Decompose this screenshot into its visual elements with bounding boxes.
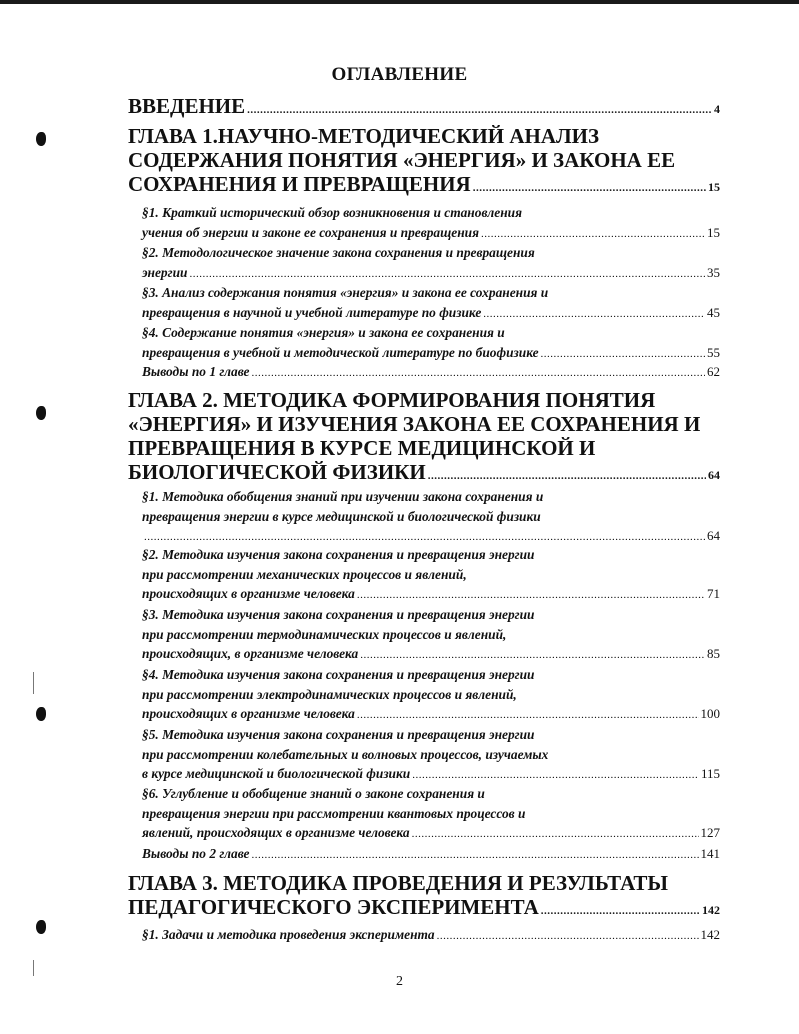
chapter-title-line: СОДЕРЖАНИЯ ПОНЯТИЯ «ЭНЕРГИЯ» И ЗАКОНА ЕЕ	[128, 148, 676, 172]
toc-chapter-2	[128, 388, 720, 488]
page-ref: 127	[700, 825, 720, 841]
toc-section-2-2: §2. Методика изучения закона сохранения и превращения энергии при рассмотрении механических процессов и явлений, происходящих в организме человека ..... 71	[142, 545, 720, 606]
toc-section-1-3: §3. Анализ содержания понятия «энергия» и закона ее сохранения и превращения в научной и учебной литературе по физике ..... 45	[142, 283, 720, 324]
entry-text: ВВЕДЕНИЕ	[128, 94, 246, 118]
toc-section-1-2: §2. Методологическое значение закона сохранения и превращения энергии ..... 35	[142, 243, 720, 284]
dot-leader	[357, 586, 705, 606]
chapter-title-line: ПРЕВРАЩЕНИЯ В КУРСЕ МЕДИЦИНСКОЙ И	[128, 436, 596, 460]
dot-leader	[481, 225, 705, 245]
page-ref: 15	[708, 180, 720, 194]
toc-section-1-1: §1. Краткий исторический обзор возникновения и становления учения об энергии и законе ее сохранения и превращения ..... 15	[142, 203, 720, 244]
chapter-title-line: ПЕДАГОГИЧЕСКОГО ЭКСПЕРИМЕНТА ..... 142	[128, 895, 720, 923]
chapter-title-line: ГЛАВА 2. МЕТОДИКА ФОРМИРОВАНИЯ ПОНЯТИЯ	[128, 388, 656, 412]
page-ref: 142	[702, 903, 720, 917]
binding-hole-mark	[36, 406, 46, 420]
toc-chapter-1	[128, 124, 720, 200]
dot-leader	[247, 98, 712, 122]
toc-entry-intro	[128, 94, 720, 122]
page-ref: 115	[700, 766, 720, 782]
toc-section-3-1: §1. Задачи и методика проведения эксперимента ..... 142	[142, 925, 720, 947]
toc-chapter-3	[128, 871, 720, 923]
page-ref: 100	[700, 706, 720, 722]
chapter-title-line: СОХРАНЕНИЯ И ПРЕВРАЩЕНИЯ ..... 15	[128, 172, 720, 200]
page-ref: 141	[700, 846, 720, 861]
chapter-title-line: ГЛАВА 3. МЕТОДИКА ПРОВЕДЕНИЯ И РЕЗУЛЬТАТЫ	[128, 871, 669, 895]
dot-leader	[412, 766, 699, 786]
binding-hole-mark	[36, 920, 46, 934]
toc-conclusion-2: Выводы по 2 главе ..... 141	[142, 844, 720, 866]
toc-section-2-3: §3. Методика изучения закона сохранения и превращения энергии при рассмотрении термодинамических процессов и явлений, происходящих, в организме человека ..... 85	[142, 605, 720, 666]
toc-conclusion-1: Выводы по 1 главе ..... 62	[142, 362, 720, 384]
page-ref: 4	[714, 102, 720, 116]
chapter-title-line: ГЛАВА 1.НАУЧНО-МЕТОДИЧЕСКИЙ АНАЛИЗ	[128, 124, 600, 148]
page-ref: 35	[707, 264, 720, 280]
page-ref: 85	[707, 646, 720, 662]
toc-section-2-5: §5. Методика изучения закона сохранения и превращения энергии при рассмотрении колебательных и волновых процессов, изучаемых в курсе медицинской и биологической физики ..... 115	[142, 725, 720, 786]
scan-edge-mark	[33, 672, 34, 694]
toc-section-2-1: §1. Методика обобщения знаний при изучении закона сохранения и превращения энергии в курсе медицинской и биологической физики ..... 64	[142, 487, 720, 548]
page-ref: 55	[707, 344, 720, 360]
dot-leader	[189, 265, 705, 285]
binding-hole-mark	[36, 707, 46, 721]
chapter-title-line: БИОЛОГИЧЕСКОЙ ФИЗИКИ ..... 64	[128, 460, 720, 488]
dot-leader	[541, 899, 700, 923]
dot-leader	[473, 176, 706, 200]
dot-leader	[437, 927, 699, 947]
page-ref: 64	[707, 528, 720, 544]
page-ref: 142	[700, 927, 720, 942]
toc-section-2-4: §4. Методика изучения закона сохранения и превращения энергии при рассмотрении электродинамических процессов и явлений, происходящих в организме человека ..... 100	[142, 665, 720, 726]
dot-leader	[428, 464, 706, 488]
page-ref: 71	[707, 586, 720, 602]
chapter-title-line: «ЭНЕРГИЯ» И ИЗУЧЕНИЯ ЗАКОНА ЕЕ СОХРАНЕНИЯ И	[128, 412, 701, 436]
page-ref: 15	[707, 224, 720, 240]
dot-leader	[251, 846, 698, 866]
page-ref: 62	[707, 364, 720, 379]
toc-section-2-6: §6. Углубление и обобщение знаний о законе сохранения и превращения энергии при рассмотрении квантовых процессов и явлений, происходящих в организме человека ..... 127	[142, 784, 720, 845]
dot-leader	[360, 646, 705, 666]
dot-leader	[412, 825, 699, 845]
page-number: 2	[396, 974, 403, 989]
toc-title: ОГЛАВЛЕНИЕ	[331, 64, 468, 85]
dot-leader	[483, 305, 705, 325]
page-ref: 64	[708, 468, 720, 482]
dot-leader	[357, 706, 699, 726]
page-top-rule	[0, 0, 799, 4]
page-ref: 45	[707, 304, 720, 320]
toc-section-1-4: §4. Содержание понятия «энергия» и закона ее сохранения и превращения в учебной и методической литературе по биофизике ..... 55	[142, 323, 720, 364]
binding-hole-mark	[36, 132, 46, 146]
dot-leader	[251, 364, 705, 384]
